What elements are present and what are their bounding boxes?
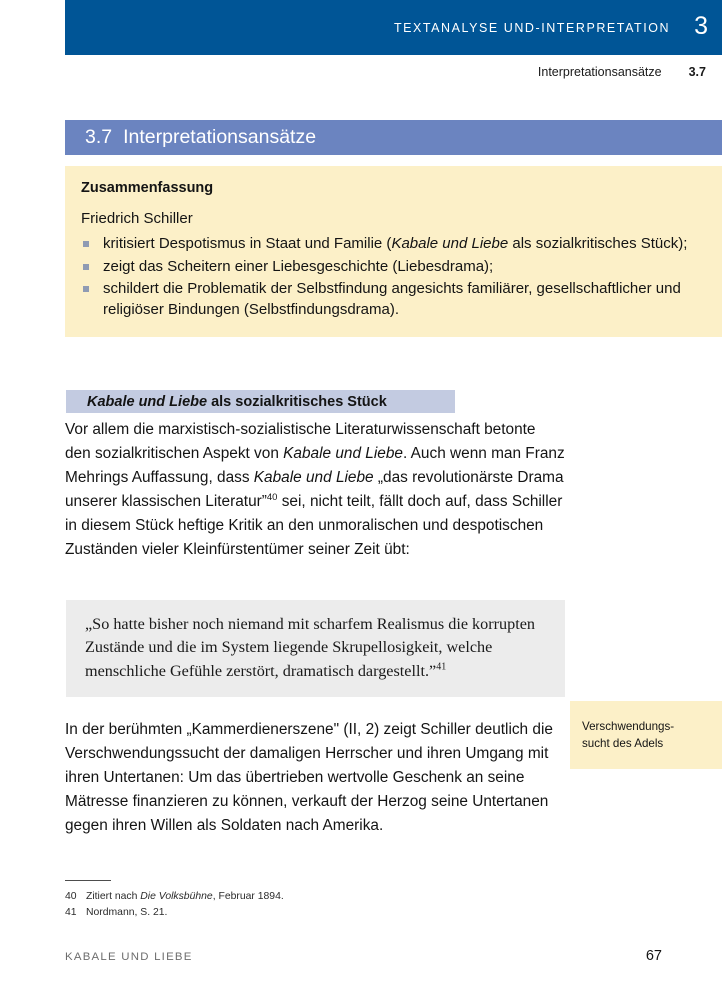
inline-heading-bar (66, 390, 455, 413)
summary-title: Zusammenfassung (81, 180, 214, 196)
page-footer (65, 948, 662, 964)
footnote-item (65, 905, 565, 921)
inline-heading-text (87, 394, 387, 410)
blockquote-box (66, 600, 565, 697)
footnote-text-before: Zitiert nach (86, 891, 141, 902)
footnote-item (65, 889, 565, 905)
blockquote-text: „So hatte bisher noch niemand mit scharfem Realismus die korrupten Zustände und die im System liegende Skrupellosigkeit, welche menschliche Gefühle zerstört, dramatisch dargestellt.”$^{41}$ (85, 615, 535, 680)
margin-note-line-1: Verschwendungs- (582, 720, 675, 733)
summary-item-text: zeigt das Scheitern einer Liebesgeschichte (Liebesdrama); (103, 257, 494, 275)
margin-note-line-2: sucht des Adels (582, 736, 664, 750)
footnote-text (86, 889, 284, 905)
square-bullet-icon (83, 241, 89, 247)
footnotes (65, 880, 565, 921)
summary-item-text: schildert die Problematik der Selbstfindung angesichts familiärer, gesellschaftlicher und religiöser Bindungen (Selbstfindungsdrama). (103, 279, 681, 319)
summary-list (81, 233, 704, 320)
running-header-chapter-number: 3 (694, 12, 708, 40)
inline-heading-italic-title: Kabale und Liebe (87, 393, 208, 410)
section-number: 3.7 (85, 126, 113, 148)
square-bullet-icon (83, 264, 89, 270)
footnote-number: 40 (65, 891, 77, 902)
body-paragraph-second-wrap (65, 718, 565, 838)
list-item (81, 233, 704, 254)
footnote-number: 41 (65, 907, 77, 919)
footnote-text: Nordmann, S. 21. (86, 907, 168, 919)
summary-box (65, 166, 722, 337)
summary-item-text: kritisiert Despotismus in Staat und Familie (Kabale und Liebe als sozialkritisches Stück); (103, 235, 688, 253)
running-header-bar (65, 0, 722, 55)
running-subheader (65, 55, 722, 89)
footnote-separator-rule (65, 880, 111, 881)
square-bullet-icon (83, 286, 89, 292)
running-subheader-number: 3.7 (688, 65, 706, 79)
list-item (81, 278, 704, 321)
margin-note (570, 701, 722, 769)
body-paragraph-second: In der berühmten „Kammerdienerszene" (II, 2) zeigt Schiller deutlich die Verschwendungssucht der damaligen Herrscher und ihren Umgang mit ihren Untertanen: Um das übertrieben wertvolle Geschenk an seine Mätresse finanzieren zu können, verkauft der Herzog seine Untertanen gegen ihren Willen als Soldaten nach Amerika. (65, 721, 553, 834)
list-item (81, 256, 704, 277)
page-footer-title: KABALE UND LIEBE (65, 951, 193, 963)
running-header-chapter-title: TEXTANALYSE UND-INTERPRETATION (393, 20, 671, 35)
running-subheader-title: Interpretationsansätze (537, 65, 662, 79)
inline-heading-rest: als sozialkritisches Stück (207, 393, 387, 410)
summary-lead: Friedrich Schiller (81, 210, 193, 227)
body-paragraph-first-wrap (65, 418, 565, 562)
section-title: Interpretationsansätze (123, 126, 317, 148)
body-paragraph-first: Vor allem die marxistisch-sozialistische Literaturwissenschaft betonte den sozialkritischen Aspekt von Kabale und Liebe. Auch wenn man Franz Mehrings Auffassung, dass Kabale und Liebe „das revolutionärste Drama unserer klassischen Literatur”$^{40}$ sei, nicht teilt, fällt doch auf, dass Schiller in diesem Stück heftige Kritik an den unmoralischen und despotischen Zuständen vieler Kleinfürstentümer seiner Zeit übt: (65, 421, 565, 558)
footnote-text-after: , Februar 1894. (212, 891, 284, 902)
footnote-text-italic: Die Volksbühne (140, 891, 213, 902)
page-number: 67 (645, 948, 662, 964)
section-heading-bar (65, 120, 722, 155)
